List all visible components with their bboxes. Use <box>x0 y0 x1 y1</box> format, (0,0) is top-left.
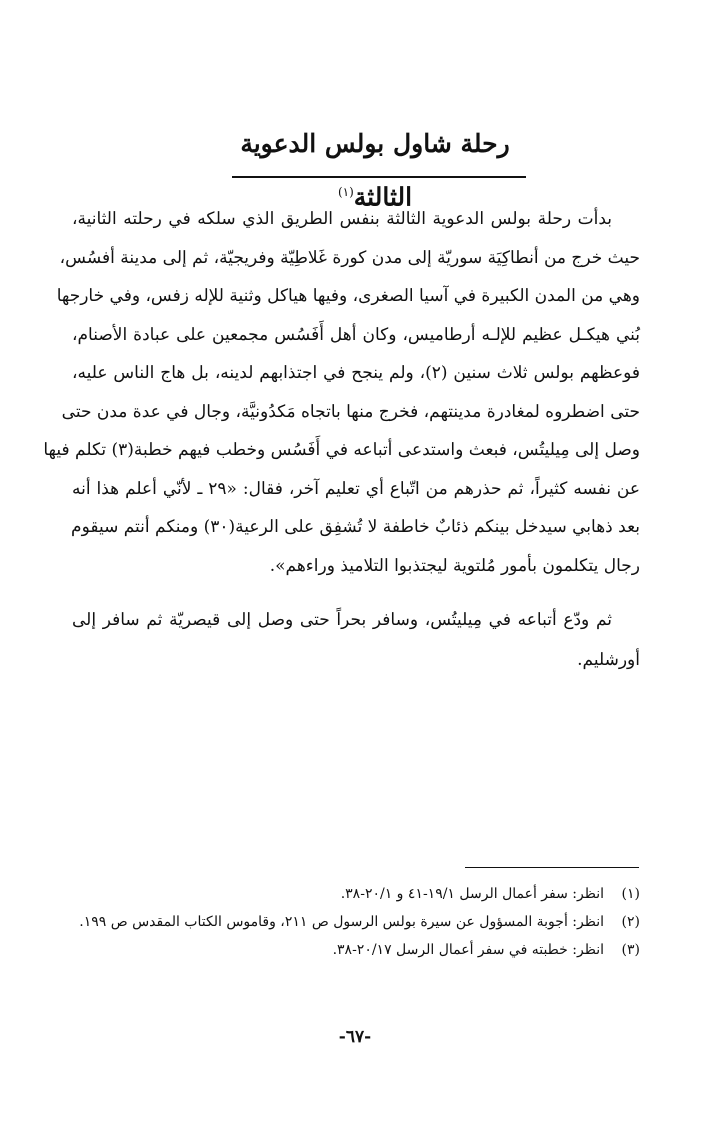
text-line: حتى اضطروه لمغادرة مدينتهم، فخرج منها باتجاه مَكدُونيَّة، وجال في عدة مدن حتى <box>61 401 640 422</box>
paragraph-1 <box>43 200 640 585</box>
footnote-number: (٢) <box>621 914 640 930</box>
footnotes <box>72 880 640 964</box>
footnote-2 <box>72 908 640 936</box>
footnote-1 <box>72 880 640 908</box>
text-line: عن نفسه كثيراً، ثم حذرهم من اتّباع أي تعليم آخر، فقال: «٢٩ ـ لأنّي أعلم هذا أنه <box>72 478 640 499</box>
footnote-separator <box>465 867 639 868</box>
title-underline <box>232 176 526 178</box>
text-line: حيث خرج من أنطاكِيَة سوريّة إلى مدن كورة غَلاطِيّة وفريجيّة، ثم إلى مدينة أفسُس، <box>59 247 640 268</box>
footnote-text: انظر: أجوبة المسؤول عن سيرة بولس الرسول ص ٢١١، وقاموس الكتاب المقدس ص ١٩٩. <box>79 914 604 930</box>
text-line: بُني هيكـل عظيم للإلـه أرطاميس، وكان أهل أَفَسُس مجمعين على عبادة الأصنام، <box>72 324 640 345</box>
text-line: وصل إلى مِيليتُس، فبعث واستدعى أتباعه في أَفَسُس وخطب فيهم خطبة(٣) تكلم فيها <box>43 440 640 460</box>
text-line: رجال يتكلمون بأمور مُلتوية ليجتذبوا التلاميذ وراءهم». <box>269 555 640 576</box>
text-line: ثم ودّع أتباعه في مِيليتُس، وسافر بحراً حتى وصل إلى قيصريّة ثم سافر إلى <box>72 610 612 630</box>
footnote-text: انظر: سفر أعمال الرسل ١٩/١-٤١ و ٢٠/١-٣٨. <box>340 886 604 902</box>
footnote-number: (٣) <box>621 942 640 958</box>
paragraph-2 <box>72 600 640 680</box>
text-line: بعد ذهابي سيدخل بينكم ذئابٌ خاطفة لا تُشفِق على الرعية(٣٠) ومنكم أنتم سيقوم <box>71 517 640 537</box>
footnote-number: (١) <box>621 886 640 902</box>
text-line: فوعظهم بولس ثلاث سنين (٢)، ولم ينجح في اجتذابهم لدينه، بل هاج الناس عليه، <box>72 363 640 383</box>
text-line: أورشليم. <box>577 650 640 670</box>
chapter-title-text: رحلة شاول بولس الدعوية الثالثة <box>240 129 510 212</box>
text-line: وهي من المدن الكبيرة في آسيا الصغرى، وفيها هياكل وثنية للإله زفس، وفي خارجها <box>56 286 640 306</box>
text-line: بدأت رحلة بولس الدعوية الثالثة بنفس الطريق الذي سلكه في رحلته الثانية، <box>72 209 612 229</box>
title-footnote-ref: (١) <box>337 185 354 199</box>
footnote-text: انظر: خطبته في سفر أعمال الرسل ٢٠/١٧-٣٨. <box>332 942 604 958</box>
footnote-3 <box>72 936 640 964</box>
page-number: -٦٧- <box>338 1027 372 1047</box>
